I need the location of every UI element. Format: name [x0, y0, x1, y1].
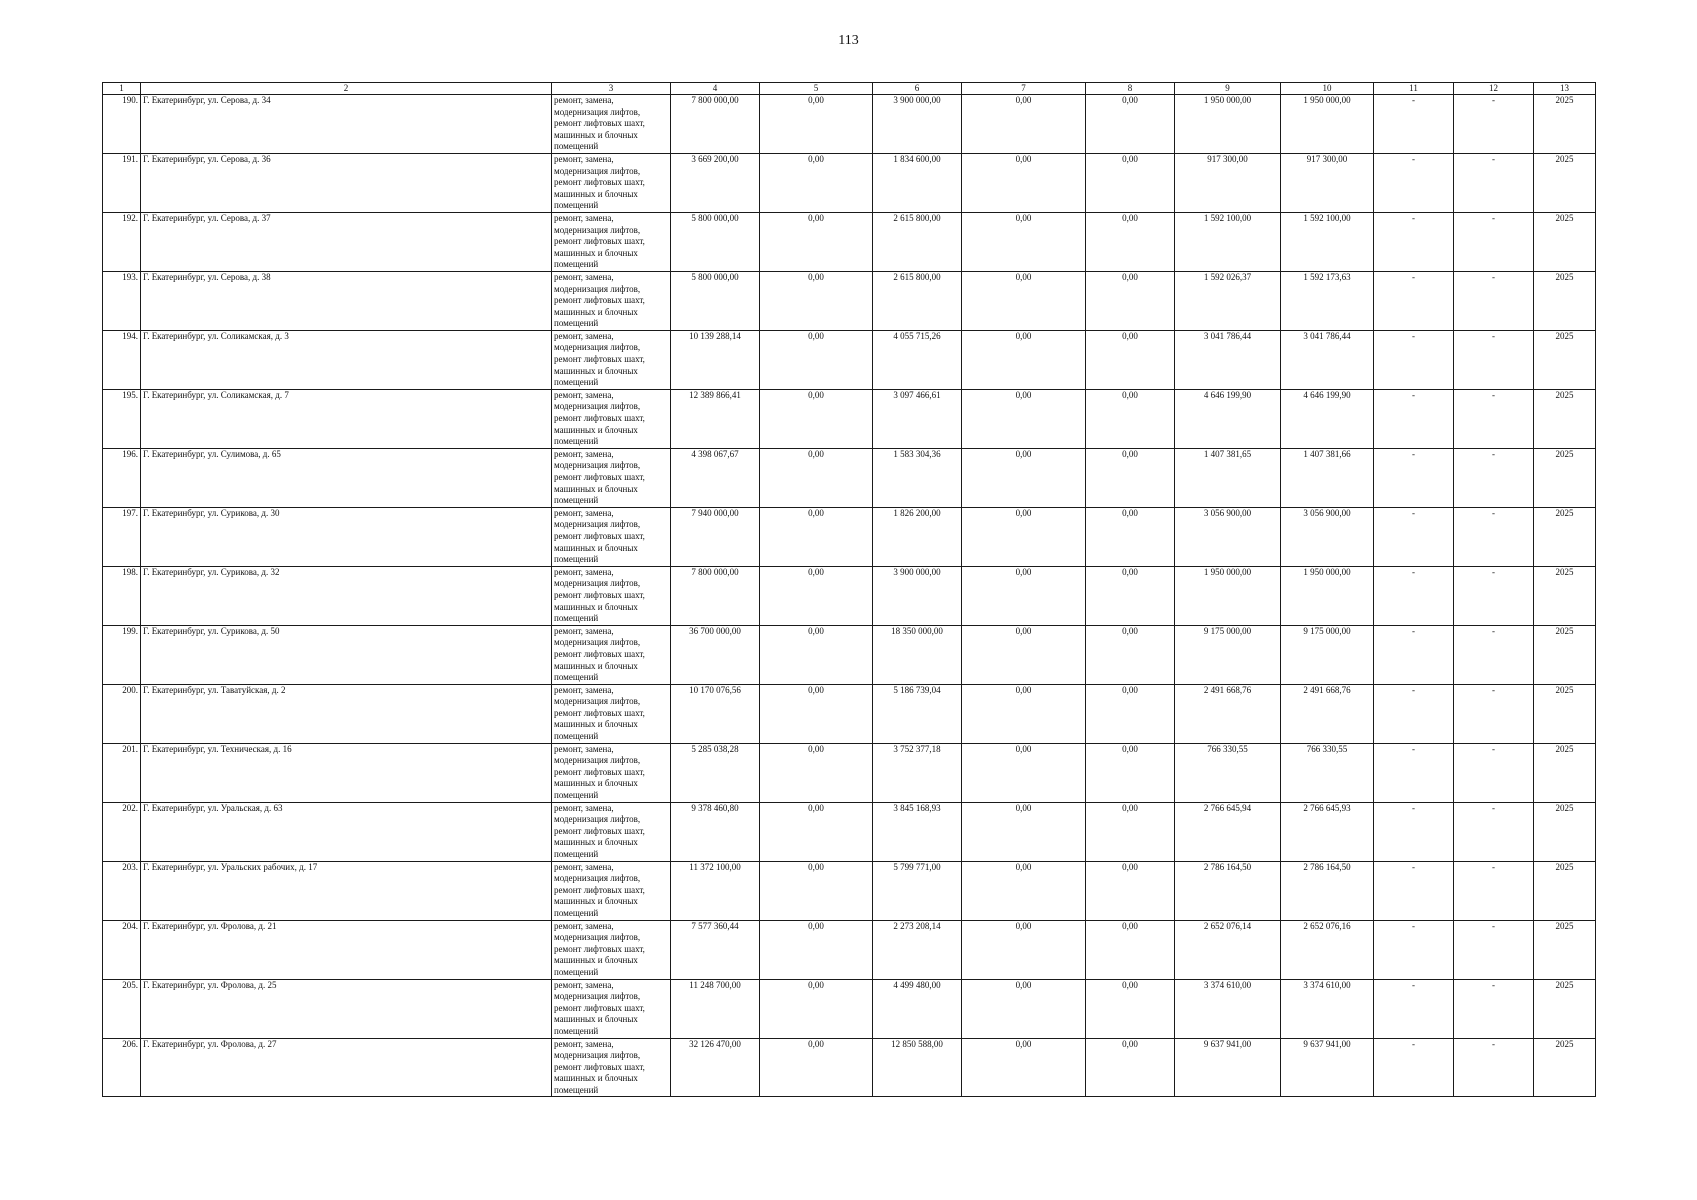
table-row: [103, 743, 1596, 802]
year-cell: 2025: [1534, 743, 1596, 802]
row-number-cell: 201.: [103, 743, 141, 802]
year-cell: 2025: [1534, 95, 1596, 154]
col10-cell: 1 950 000,00: [1281, 566, 1374, 625]
year-cell: 2025: [1534, 448, 1596, 507]
work-type-cell: ремонт, замена, модернизация лифтов, ремонт лифтовых шахт, машинных и блочных помещений: [552, 920, 671, 979]
row-number-cell: 193.: [103, 271, 141, 330]
year-cell: 2025: [1534, 389, 1596, 448]
row-number-cell: 200.: [103, 684, 141, 743]
year-cell: 2025: [1534, 979, 1596, 1038]
table-row: [103, 212, 1596, 271]
col8-cell: 0,00: [1086, 389, 1175, 448]
col8-cell: 0,00: [1086, 153, 1175, 212]
col12-cell: -: [1454, 95, 1534, 154]
col5-cell: 0,00: [760, 271, 873, 330]
col11-cell: -: [1374, 979, 1454, 1038]
address-cell: Г. Екатеринбург, ул. Серова, д. 37: [141, 212, 552, 271]
col11-cell: -: [1374, 448, 1454, 507]
col8-cell: 0,00: [1086, 212, 1175, 271]
col9-cell: 2 786 164,50: [1175, 861, 1281, 920]
row-number-cell: 206.: [103, 1038, 141, 1097]
row-number-cell: 204.: [103, 920, 141, 979]
col5-cell: 0,00: [760, 743, 873, 802]
col10-cell: 3 374 610,00: [1281, 979, 1374, 1038]
year-cell: 2025: [1534, 330, 1596, 389]
col7-cell: 0,00: [962, 684, 1086, 743]
col10-cell: 2 652 076,16: [1281, 920, 1374, 979]
col12-cell: -: [1454, 566, 1534, 625]
col9-cell: 917 300,00: [1175, 153, 1281, 212]
col6-cell: 4 499 480,00: [873, 979, 962, 1038]
address-cell: Г. Екатеринбург, ул. Фролова, д. 27: [141, 1038, 552, 1097]
col5-cell: 0,00: [760, 920, 873, 979]
col7-cell: 0,00: [962, 507, 1086, 566]
column-header: 4: [671, 83, 760, 95]
table-row: [103, 153, 1596, 212]
work-type-cell: ремонт, замена, модернизация лифтов, ремонт лифтовых шахт, машинных и блочных помещений: [552, 389, 671, 448]
total-cost-cell: 3 669 200,00: [671, 153, 760, 212]
col8-cell: 0,00: [1086, 979, 1175, 1038]
total-cost-cell: 7 940 000,00: [671, 507, 760, 566]
address-cell: Г. Екатеринбург, ул. Фролова, д. 21: [141, 920, 552, 979]
col6-cell: 1 834 600,00: [873, 153, 962, 212]
col12-cell: -: [1454, 448, 1534, 507]
work-type-cell: ремонт, замена, модернизация лифтов, ремонт лифтовых шахт, машинных и блочных помещений: [552, 212, 671, 271]
col7-cell: 0,00: [962, 861, 1086, 920]
col6-cell: 2 273 208,14: [873, 920, 962, 979]
col10-cell: 9 637 941,00: [1281, 1038, 1374, 1097]
col12-cell: -: [1454, 507, 1534, 566]
col5-cell: 0,00: [760, 802, 873, 861]
table-row: [103, 802, 1596, 861]
col8-cell: 0,00: [1086, 861, 1175, 920]
total-cost-cell: 36 700 000,00: [671, 625, 760, 684]
column-header: 9: [1175, 83, 1281, 95]
col12-cell: -: [1454, 389, 1534, 448]
address-cell: Г. Екатеринбург, ул. Уральская, д. 63: [141, 802, 552, 861]
table-row: [103, 625, 1596, 684]
address-cell: Г. Екатеринбург, ул. Сурикова, д. 50: [141, 625, 552, 684]
col9-cell: 4 646 199,90: [1175, 389, 1281, 448]
year-cell: 2025: [1534, 507, 1596, 566]
col6-cell: 5 186 739,04: [873, 684, 962, 743]
total-cost-cell: 5 800 000,00: [671, 271, 760, 330]
work-type-cell: ремонт, замена, модернизация лифтов, ремонт лифтовых шахт, машинных и блочных помещений: [552, 153, 671, 212]
table-row: [103, 684, 1596, 743]
col8-cell: 0,00: [1086, 743, 1175, 802]
col11-cell: -: [1374, 861, 1454, 920]
col12-cell: -: [1454, 1038, 1534, 1097]
address-cell: Г. Екатеринбург, ул. Таватуйская, д. 2: [141, 684, 552, 743]
col11-cell: -: [1374, 507, 1454, 566]
table-row: [103, 330, 1596, 389]
col12-cell: -: [1454, 271, 1534, 330]
address-cell: Г. Екатеринбург, ул. Сулимова, д. 65: [141, 448, 552, 507]
table-row: [103, 861, 1596, 920]
col11-cell: -: [1374, 153, 1454, 212]
col5-cell: 0,00: [760, 389, 873, 448]
col12-cell: -: [1454, 802, 1534, 861]
col6-cell: 3 845 168,93: [873, 802, 962, 861]
col10-cell: 2 491 668,76: [1281, 684, 1374, 743]
col5-cell: 0,00: [760, 507, 873, 566]
col10-cell: 766 330,55: [1281, 743, 1374, 802]
total-cost-cell: 5 285 038,28: [671, 743, 760, 802]
col6-cell: 5 799 771,00: [873, 861, 962, 920]
col6-cell: 3 900 000,00: [873, 566, 962, 625]
row-number-cell: 205.: [103, 979, 141, 1038]
col11-cell: -: [1374, 1038, 1454, 1097]
col11-cell: -: [1374, 743, 1454, 802]
col6-cell: 2 615 800,00: [873, 212, 962, 271]
row-number-cell: 191.: [103, 153, 141, 212]
table-row: [103, 920, 1596, 979]
year-cell: 2025: [1534, 212, 1596, 271]
col5-cell: 0,00: [760, 861, 873, 920]
col10-cell: 1 592 100,00: [1281, 212, 1374, 271]
col12-cell: -: [1454, 153, 1534, 212]
col11-cell: -: [1374, 389, 1454, 448]
col11-cell: -: [1374, 95, 1454, 154]
row-number-cell: 199.: [103, 625, 141, 684]
total-cost-cell: 7 800 000,00: [671, 95, 760, 154]
work-type-cell: ремонт, замена, модернизация лифтов, ремонт лифтовых шахт, машинных и блочных помещений: [552, 507, 671, 566]
col8-cell: 0,00: [1086, 95, 1175, 154]
col11-cell: -: [1374, 330, 1454, 389]
table-row: [103, 1038, 1596, 1097]
total-cost-cell: 5 800 000,00: [671, 212, 760, 271]
col7-cell: 0,00: [962, 1038, 1086, 1097]
row-number-cell: 195.: [103, 389, 141, 448]
total-cost-cell: 11 372 100,00: [671, 861, 760, 920]
col6-cell: 3 900 000,00: [873, 95, 962, 154]
col7-cell: 0,00: [962, 802, 1086, 861]
row-number-cell: 198.: [103, 566, 141, 625]
address-cell: Г. Екатеринбург, ул. Соликамская, д. 7: [141, 389, 552, 448]
col10-cell: 2 786 164,50: [1281, 861, 1374, 920]
year-cell: 2025: [1534, 684, 1596, 743]
col8-cell: 0,00: [1086, 920, 1175, 979]
column-header: 5: [760, 83, 873, 95]
col7-cell: 0,00: [962, 389, 1086, 448]
column-header: 6: [873, 83, 962, 95]
col9-cell: 2 766 645,94: [1175, 802, 1281, 861]
row-number-cell: 197.: [103, 507, 141, 566]
col7-cell: 0,00: [962, 920, 1086, 979]
table-row: [103, 95, 1596, 154]
total-cost-cell: 9 378 460,80: [671, 802, 760, 861]
col6-cell: 1 826 200,00: [873, 507, 962, 566]
col5-cell: 0,00: [760, 684, 873, 743]
table-row: [103, 448, 1596, 507]
work-type-cell: ремонт, замена, модернизация лифтов, ремонт лифтовых шахт, машинных и блочных помещений: [552, 979, 671, 1038]
total-cost-cell: 7 800 000,00: [671, 566, 760, 625]
column-number-row: [103, 83, 1596, 95]
row-number-cell: 194.: [103, 330, 141, 389]
col11-cell: -: [1374, 684, 1454, 743]
work-type-cell: ремонт, замена, модернизация лифтов, ремонт лифтовых шахт, машинных и блочных помещений: [552, 95, 671, 154]
col9-cell: 1 407 381,65: [1175, 448, 1281, 507]
year-cell: 2025: [1534, 861, 1596, 920]
work-type-cell: ремонт, замена, модернизация лифтов, ремонт лифтовых шахт, машинных и блочных помещений: [552, 684, 671, 743]
year-cell: 2025: [1534, 153, 1596, 212]
col10-cell: 917 300,00: [1281, 153, 1374, 212]
work-type-cell: ремонт, замена, модернизация лифтов, ремонт лифтовых шахт, машинных и блочных помещений: [552, 802, 671, 861]
col7-cell: 0,00: [962, 330, 1086, 389]
col7-cell: 0,00: [962, 271, 1086, 330]
column-header: 2: [141, 83, 552, 95]
col10-cell: 1 592 173,63: [1281, 271, 1374, 330]
work-type-cell: ремонт, замена, модернизация лифтов, ремонт лифтовых шахт, машинных и блочных помещений: [552, 1038, 671, 1097]
col6-cell: 4 055 715,26: [873, 330, 962, 389]
total-cost-cell: 7 577 360,44: [671, 920, 760, 979]
col6-cell: 3 097 466,61: [873, 389, 962, 448]
col11-cell: -: [1374, 802, 1454, 861]
col12-cell: -: [1454, 625, 1534, 684]
address-cell: Г. Екатеринбург, ул. Сурикова, д. 30: [141, 507, 552, 566]
table-row: [103, 507, 1596, 566]
total-cost-cell: 10 170 076,56: [671, 684, 760, 743]
year-cell: 2025: [1534, 566, 1596, 625]
address-cell: Г. Екатеринбург, ул. Сурикова, д. 32: [141, 566, 552, 625]
col8-cell: 0,00: [1086, 802, 1175, 861]
col8-cell: 0,00: [1086, 448, 1175, 507]
capital-repair-table: [102, 82, 1596, 1097]
col5-cell: 0,00: [760, 212, 873, 271]
table-row: [103, 271, 1596, 330]
col12-cell: -: [1454, 212, 1534, 271]
work-type-cell: ремонт, замена, модернизация лифтов, ремонт лифтовых шахт, машинных и блочных помещений: [552, 743, 671, 802]
work-type-cell: ремонт, замена, модернизация лифтов, ремонт лифтовых шахт, машинных и блочных помещений: [552, 330, 671, 389]
col6-cell: 18 350 000,00: [873, 625, 962, 684]
col12-cell: -: [1454, 330, 1534, 389]
work-type-cell: ремонт, замена, модернизация лифтов, ремонт лифтовых шахт, машинных и блочных помещений: [552, 271, 671, 330]
column-header: 3: [552, 83, 671, 95]
column-header: 1: [103, 83, 141, 95]
col7-cell: 0,00: [962, 979, 1086, 1038]
col11-cell: -: [1374, 920, 1454, 979]
row-number-cell: 203.: [103, 861, 141, 920]
col9-cell: 2 652 076,14: [1175, 920, 1281, 979]
work-type-cell: ремонт, замена, модернизация лифтов, ремонт лифтовых шахт, машинных и блочных помещений: [552, 861, 671, 920]
year-cell: 2025: [1534, 1038, 1596, 1097]
col5-cell: 0,00: [760, 448, 873, 507]
col10-cell: 3 056 900,00: [1281, 507, 1374, 566]
table-body: [103, 83, 1596, 1097]
col6-cell: 12 850 588,00: [873, 1038, 962, 1097]
col5-cell: 0,00: [760, 566, 873, 625]
col12-cell: -: [1454, 979, 1534, 1038]
column-header: 13: [1534, 83, 1596, 95]
col9-cell: 766 330,55: [1175, 743, 1281, 802]
total-cost-cell: 4 398 067,67: [671, 448, 760, 507]
column-header: 8: [1086, 83, 1175, 95]
column-header: 12: [1454, 83, 1534, 95]
col6-cell: 2 615 800,00: [873, 271, 962, 330]
work-type-cell: ремонт, замена, модернизация лифтов, ремонт лифтовых шахт, машинных и блочных помещений: [552, 625, 671, 684]
col7-cell: 0,00: [962, 448, 1086, 507]
col10-cell: 1 407 381,66: [1281, 448, 1374, 507]
address-cell: Г. Екатеринбург, ул. Серова, д. 36: [141, 153, 552, 212]
table-row: [103, 979, 1596, 1038]
col8-cell: 0,00: [1086, 330, 1175, 389]
col10-cell: 9 175 000,00: [1281, 625, 1374, 684]
col7-cell: 0,00: [962, 625, 1086, 684]
row-number-cell: 202.: [103, 802, 141, 861]
col8-cell: 0,00: [1086, 1038, 1175, 1097]
row-number-cell: 196.: [103, 448, 141, 507]
col9-cell: 3 041 786,44: [1175, 330, 1281, 389]
table-row: [103, 389, 1596, 448]
col6-cell: 1 583 304,36: [873, 448, 962, 507]
col9-cell: 3 374 610,00: [1175, 979, 1281, 1038]
col5-cell: 0,00: [760, 95, 873, 154]
col12-cell: -: [1454, 920, 1534, 979]
col5-cell: 0,00: [760, 625, 873, 684]
col8-cell: 0,00: [1086, 271, 1175, 330]
col9-cell: 1 592 100,00: [1175, 212, 1281, 271]
address-cell: Г. Екатеринбург, ул. Соликамская, д. 3: [141, 330, 552, 389]
col7-cell: 0,00: [962, 95, 1086, 154]
col8-cell: 0,00: [1086, 625, 1175, 684]
work-type-cell: ремонт, замена, модернизация лифтов, ремонт лифтовых шахт, машинных и блочных помещений: [552, 566, 671, 625]
col11-cell: -: [1374, 212, 1454, 271]
year-cell: 2025: [1534, 271, 1596, 330]
row-number-cell: 192.: [103, 212, 141, 271]
total-cost-cell: 10 139 288,14: [671, 330, 760, 389]
col7-cell: 0,00: [962, 212, 1086, 271]
col9-cell: 9 175 000,00: [1175, 625, 1281, 684]
work-type-cell: ремонт, замена, модернизация лифтов, ремонт лифтовых шахт, машинных и блочных помещений: [552, 448, 671, 507]
column-header: 11: [1374, 83, 1454, 95]
col6-cell: 3 752 377,18: [873, 743, 962, 802]
year-cell: 2025: [1534, 625, 1596, 684]
page-number: 113: [838, 33, 859, 48]
col8-cell: 0,00: [1086, 507, 1175, 566]
col10-cell: 2 766 645,93: [1281, 802, 1374, 861]
table-row: [103, 566, 1596, 625]
col12-cell: -: [1454, 743, 1534, 802]
col8-cell: 0,00: [1086, 684, 1175, 743]
col9-cell: 2 491 668,76: [1175, 684, 1281, 743]
col7-cell: 0,00: [962, 743, 1086, 802]
total-cost-cell: 12 389 866,41: [671, 389, 760, 448]
total-cost-cell: 32 126 470,00: [671, 1038, 760, 1097]
col8-cell: 0,00: [1086, 566, 1175, 625]
col9-cell: 1 950 000,00: [1175, 95, 1281, 154]
col7-cell: 0,00: [962, 566, 1086, 625]
col11-cell: -: [1374, 271, 1454, 330]
col10-cell: 4 646 199,90: [1281, 389, 1374, 448]
col10-cell: 1 950 000,00: [1281, 95, 1374, 154]
col5-cell: 0,00: [760, 979, 873, 1038]
address-cell: Г. Екатеринбург, ул. Уральских рабочих, д. 17: [141, 861, 552, 920]
col5-cell: 0,00: [760, 1038, 873, 1097]
col10-cell: 3 041 786,44: [1281, 330, 1374, 389]
col11-cell: -: [1374, 625, 1454, 684]
col12-cell: -: [1454, 861, 1534, 920]
total-cost-cell: 11 248 700,00: [671, 979, 760, 1038]
address-cell: Г. Екатеринбург, ул. Серова, д. 34: [141, 95, 552, 154]
year-cell: 2025: [1534, 920, 1596, 979]
address-cell: Г. Екатеринбург, ул. Фролова, д. 25: [141, 979, 552, 1038]
column-header: 10: [1281, 83, 1374, 95]
address-cell: Г. Екатеринбург, ул. Техническая, д. 16: [141, 743, 552, 802]
col7-cell: 0,00: [962, 153, 1086, 212]
year-cell: 2025: [1534, 802, 1596, 861]
address-cell: Г. Екатеринбург, ул. Серова, д. 38: [141, 271, 552, 330]
col9-cell: 1 950 000,00: [1175, 566, 1281, 625]
col9-cell: 9 637 941,00: [1175, 1038, 1281, 1097]
col11-cell: -: [1374, 566, 1454, 625]
row-number-cell: 190.: [103, 95, 141, 154]
col9-cell: 3 056 900,00: [1175, 507, 1281, 566]
col5-cell: 0,00: [760, 153, 873, 212]
col9-cell: 1 592 026,37: [1175, 271, 1281, 330]
column-header: 7: [962, 83, 1086, 95]
col12-cell: -: [1454, 684, 1534, 743]
col5-cell: 0,00: [760, 330, 873, 389]
